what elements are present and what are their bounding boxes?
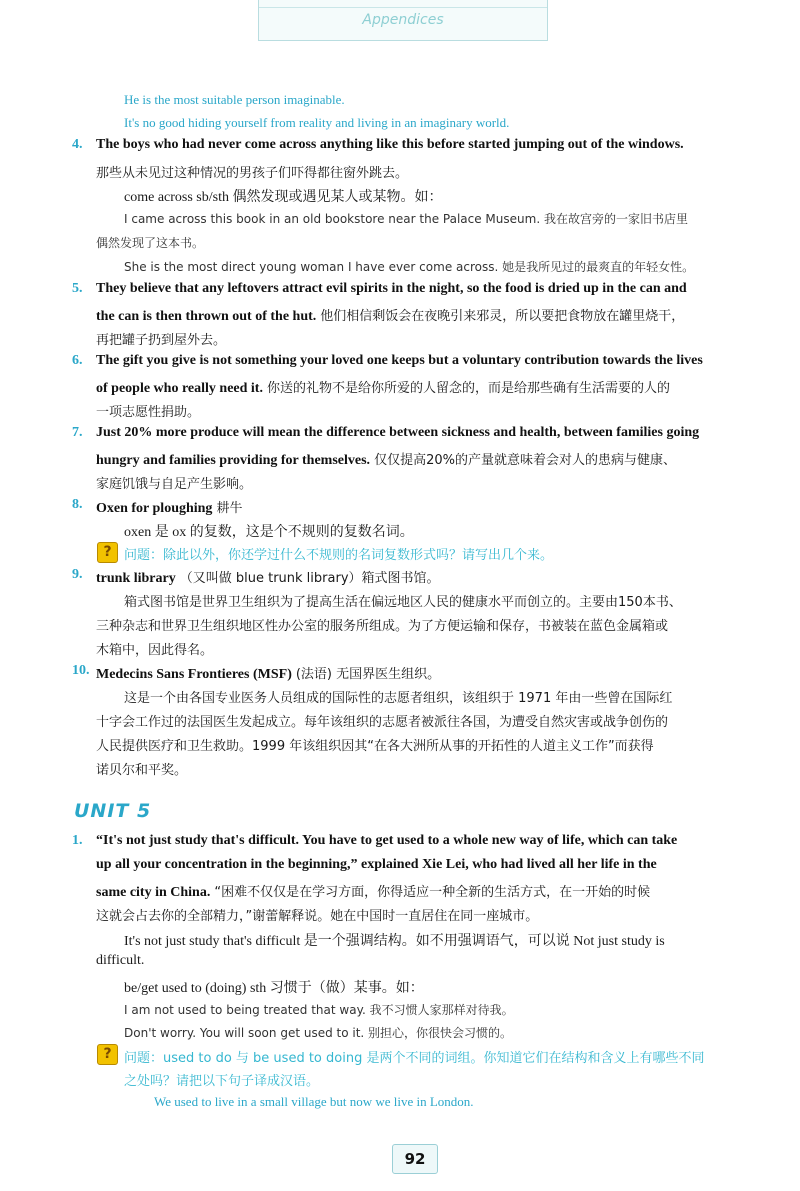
example-line: It's no good hiding yourself from reality and living in an imaginary world. <box>124 115 510 130</box>
header-rule <box>259 7 547 8</box>
note-line: 三种杂志和世界卫生组织地区性办公室的服务所组成。为了方便运输和保存，书被装在蓝色金属箱或 <box>96 619 669 634</box>
sentence-en: Just 20% more produce will mean the difference between sickness and health, between families going <box>96 425 700 440</box>
sentence-en: same city in China. <box>96 885 211 900</box>
example-line: She is the most direct young woman I have ever come across. 她是我所见过的最爽直的年轻女性。 <box>124 260 695 274</box>
question-icon: ? <box>97 1044 118 1065</box>
sentence-zh: 那些从未见过这种情况的男孩子们吓得都往窗外跳去。 <box>96 166 409 181</box>
mixed-line <box>96 305 684 325</box>
mixed-line <box>96 567 440 587</box>
item-number: 1. <box>72 833 83 848</box>
mixed-line <box>96 449 676 469</box>
item-number: 8. <box>72 497 83 512</box>
phrase-note: be/get used to (doing) sth 习惯于（做）某事。如： <box>124 981 424 996</box>
sentence-en: “It's not just study that's difficult. You have to get used to a whole new way of life, which can take <box>96 833 678 848</box>
question-text: 之处吗？请把以下句子译成汉语。 <box>124 1074 320 1089</box>
page-number: 92 <box>392 1144 438 1174</box>
sentence-zh: 你送的礼物不是给你所爱的人留念的，而是给那些确有生活需要的人的 <box>266 381 670 396</box>
mixed-line <box>96 663 440 683</box>
example-line: We used to live in a small village but now we live in London. <box>154 1094 474 1109</box>
item-number: 5. <box>72 281 83 296</box>
item-number: 7. <box>72 425 83 440</box>
term-en: trunk library <box>96 571 176 586</box>
running-header <box>258 0 548 41</box>
sentence-zh: 仅仅提高20%的产量就意味着会对人的患病与健康、 <box>374 453 676 468</box>
term-zh: 耕牛 <box>216 501 243 516</box>
mixed-line <box>96 377 670 397</box>
term-en: Medecins Sans Frontieres (MSF) <box>96 667 292 682</box>
example-line: I came across this book in an old bookstore near the Palace Museum. 我在故宫旁的一家旧书店里 <box>124 212 688 226</box>
sentence-en: of people who really need it. <box>96 381 263 396</box>
note-line: 箱式图书馆是世界卫生组织为了提高生活在偏远地区人民的健康水平而创立的。主要由150本书、 <box>124 595 682 610</box>
note-line: 人民提供医疗和卫生救助。1999 年该组织因其“在各大洲所从事的开拓性的人道主义工作”而获得 <box>96 739 654 754</box>
mixed-line <box>96 497 242 517</box>
sentence-zh: 一项志愿性捐助。 <box>96 405 201 420</box>
sentence-zh: 家庭饥饿与自足产生影响。 <box>96 477 253 492</box>
sentence-zh: 再把罐子扔到屋外去。 <box>96 333 227 348</box>
sentence-en: They believe that any leftovers attract evil spirits in the night, so the food is dried up in the can and <box>96 281 687 296</box>
sentence-en: up all your concentration in the beginning,” explained Xie Lei, who had lived all her life in the <box>96 857 657 872</box>
item-number: 4. <box>72 137 83 152</box>
question-icon: ? <box>97 542 118 563</box>
term-en: Oxen for ploughing <box>96 501 213 516</box>
sentence-zh: 这就会占去你的全部精力，”谢蕾解释说。她在中国时一直居住在同一座城市。 <box>96 909 539 924</box>
sentence-en: hungry and families providing for themselves. <box>96 453 371 468</box>
sentence-en: the can is then thrown out of the hut. <box>96 309 317 324</box>
note-line: 木箱中，因此得名。 <box>96 643 214 658</box>
note-line: difficult. <box>96 953 145 968</box>
note-line: oxen 是 ox 的复数，这是个不规则的复数名词。 <box>124 525 414 540</box>
example-line: I am not used to being treated that way. 我不习惯人家那样对待我。 <box>124 1003 514 1017</box>
example-line: Don't worry. You will soon get used to it. 别担心，你很快会习惯的。 <box>124 1026 513 1040</box>
phrase-note: come across sb/sth 偶然发现或遇见某人或某物。如： <box>124 190 443 205</box>
note-line: 诺贝尔和平奖。 <box>96 763 188 778</box>
item-number: 9. <box>72 567 83 582</box>
note-line: It's not just study that's difficult 是一个强调结构。如不用强调语气，可以说 Not just study is <box>124 934 665 949</box>
question-text: 问题：除此以外，你还学过什么不规则的名词复数形式吗？请写出几个来。 <box>124 548 554 563</box>
note-line: 这是一个由各国专业医务人员组成的国际性的志愿者组织，该组织于 1971 年由一些曾在国际红 <box>124 691 673 706</box>
term-zh: （又叫做 blue trunk library）箱式图书馆。 <box>179 571 440 586</box>
mixed-line <box>96 881 650 901</box>
sentence-en: The gift you give is not something your loved one keeps but a voluntary contribution towards the lives <box>96 353 703 368</box>
term-zh: (法语) 无国界医生组织。 <box>295 667 441 682</box>
header-title: Appendices <box>362 12 444 28</box>
question-text: 问题：used to do 与 be used to doing 是两个不同的词组。你知道它们在结构和含义上有哪些不同 <box>124 1051 705 1066</box>
note-line: 十字会工作过的法国医生发起成立。每年该组织的志愿者被派往各国，为遭受自然灾害或战争创伤的 <box>96 715 669 730</box>
sentence-zh: “困难不仅仅是在学习方面，你得适应一种全新的生活方式，在一开始的时候 <box>214 885 651 900</box>
item-number: 6. <box>72 353 83 368</box>
unit-heading: UNIT 5 <box>74 800 152 822</box>
example-line: He is the most suitable person imaginable. <box>124 92 345 107</box>
sentence-en: The boys who had never come across anything like this before started jumping out of the windows. <box>96 137 684 152</box>
example-line: 偶然发现了这本书。 <box>96 236 205 250</box>
item-number: 10. <box>72 663 90 678</box>
sentence-zh: 他们相信剩饭会在夜晚引来邪灵，所以要把食物放在罐里烧干， <box>320 309 685 324</box>
